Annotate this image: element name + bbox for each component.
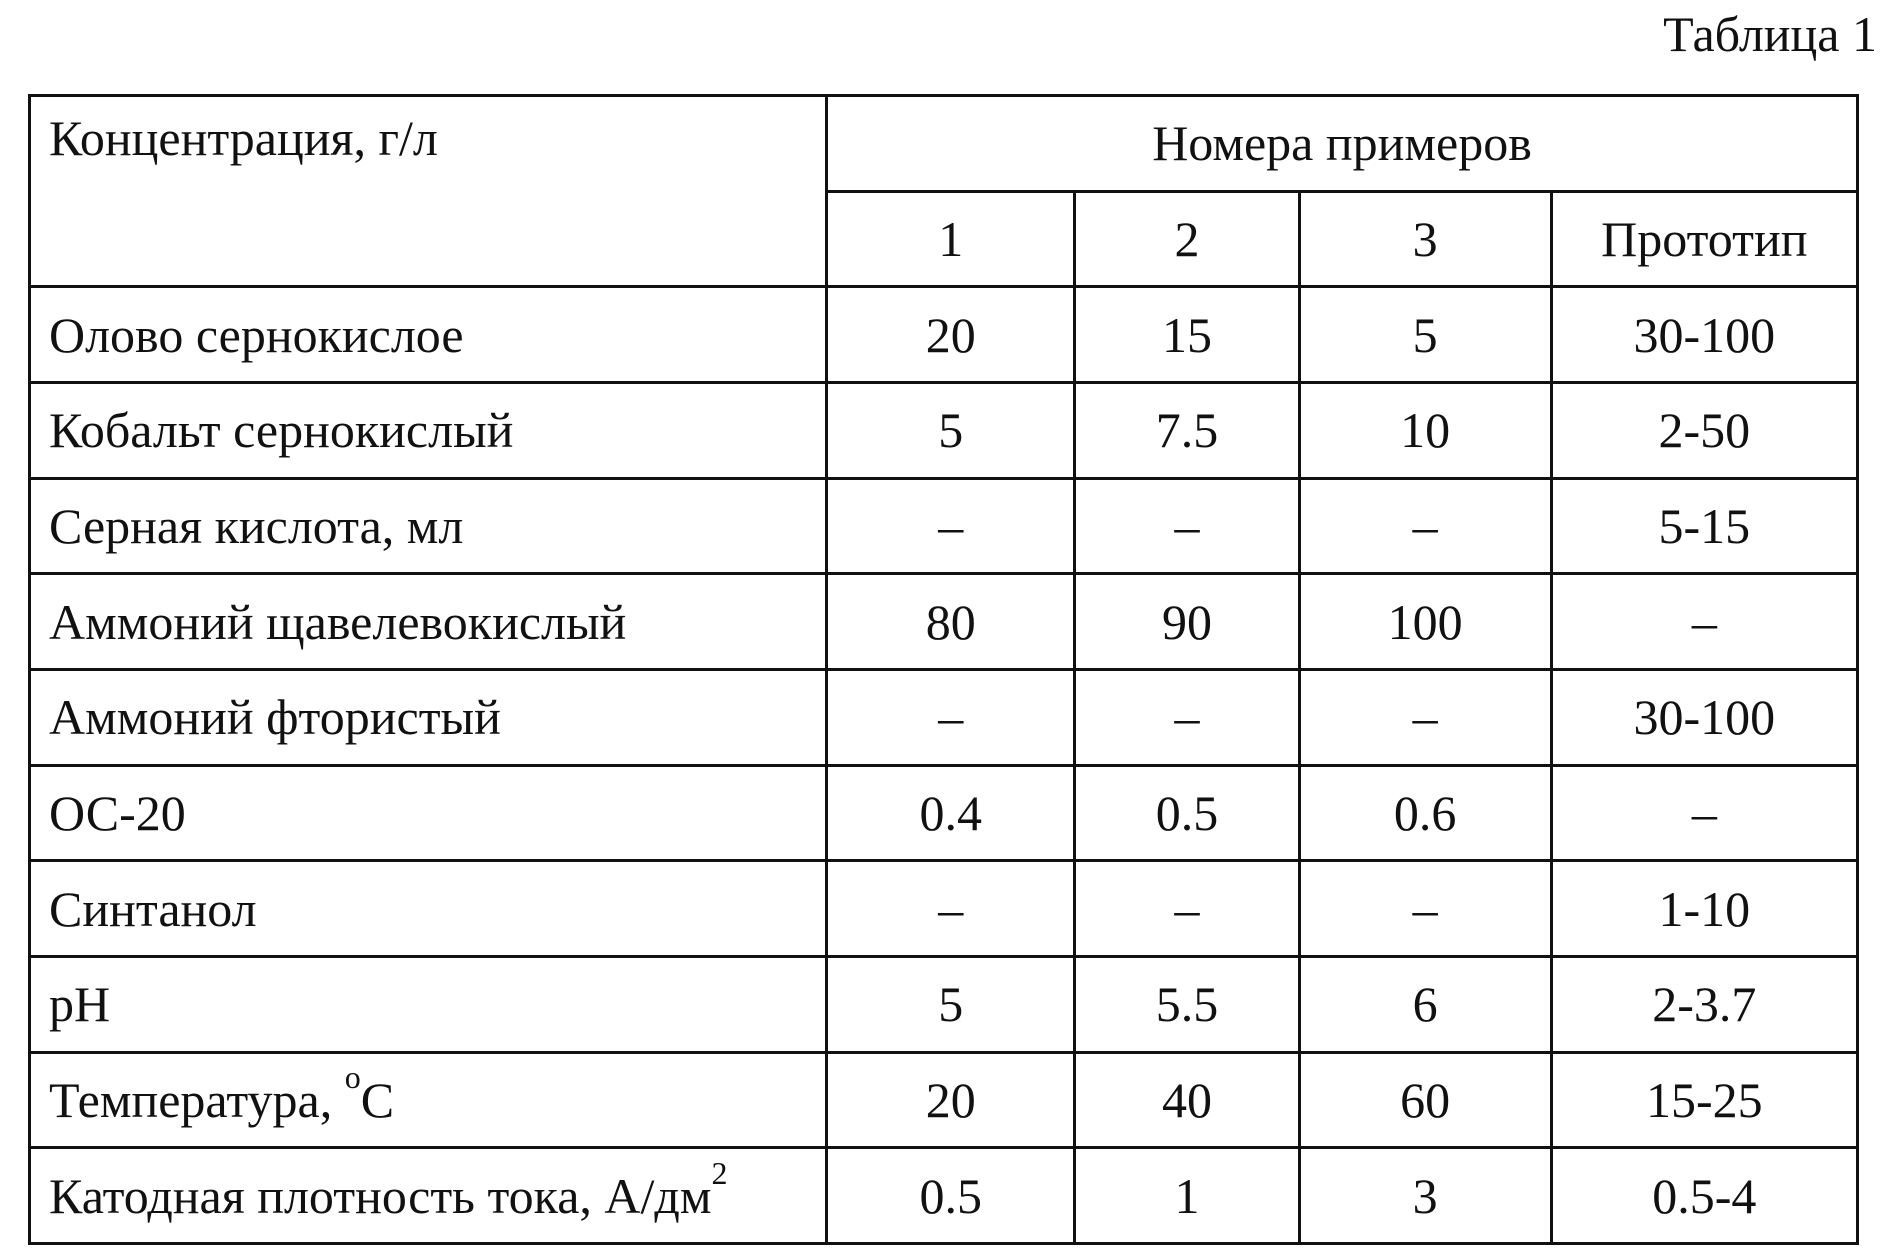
cell-ex1: 5 [827,382,1075,478]
cell-ex1: 20 [827,287,1075,383]
cell-ex2: 5.5 [1075,956,1299,1052]
cell-prototype: 30-100 [1551,287,1857,383]
row-label: Синтанол [30,861,827,957]
row-label-text: Температура, [49,1071,345,1128]
row-label-unit: C [360,1071,395,1128]
cell-ex1: 0.4 [827,765,1075,861]
row-label [30,1148,827,1244]
cell-ex1: 5 [827,956,1075,1052]
cell-ex2: 7.5 [1075,382,1299,478]
degree-superscript: o [344,1059,361,1096]
cell-ex1: 20 [827,1052,1075,1148]
cell-ex3: 6 [1299,956,1551,1052]
cell-ex1: – [827,669,1075,765]
cell-ex3: 100 [1299,574,1551,670]
table-row [30,956,1858,1052]
table-row [30,1052,1858,1148]
cell-prototype: 30-100 [1551,669,1857,765]
row-label-text: Катодная плотность тока, А/дм [49,1167,712,1224]
cell-ex3: – [1299,861,1551,957]
cell-prototype: 2-50 [1551,382,1857,478]
row-label: Серная кислота, мл [30,478,827,574]
row-label: Олово сернокислое [30,287,827,383]
cell-ex2: – [1075,669,1299,765]
row-label [30,1052,827,1148]
composition-table [28,94,1859,1245]
cell-ex2: 15 [1075,287,1299,383]
cell-ex3: – [1299,478,1551,574]
table-row [30,765,1858,861]
cell-prototype: 1-10 [1551,861,1857,957]
cell-prototype: 2-3.7 [1551,956,1857,1052]
cell-prototype: 5-15 [1551,478,1857,574]
header-col-1: 1 [827,191,1075,287]
cell-ex2: 0.5 [1075,765,1299,861]
row-label: ОС-20 [30,765,827,861]
header-col-3: 3 [1299,191,1551,287]
cell-ex2: 90 [1075,574,1299,670]
cell-prototype: 0.5-4 [1551,1148,1857,1244]
table-row [30,1148,1858,1244]
header-row-1 [30,96,1858,192]
table-caption: Таблица 1 [1663,6,1877,62]
cell-prototype: 15-25 [1551,1052,1857,1148]
cell-ex3: 0.6 [1299,765,1551,861]
row-label: Аммоний фтористый [30,669,827,765]
header-concentration: Концентрация, г/л [30,96,827,287]
table-row [30,574,1858,670]
table-row [30,478,1858,574]
cell-ex3: – [1299,669,1551,765]
cell-ex1: 80 [827,574,1075,670]
row-label: pH [30,956,827,1052]
cell-ex2: 1 [1075,1148,1299,1244]
cell-prototype: – [1551,574,1857,670]
cell-ex3: 5 [1299,287,1551,383]
cell-ex2: – [1075,861,1299,957]
cell-ex3: 60 [1299,1052,1551,1148]
cell-ex1: 0.5 [827,1148,1075,1244]
squared-superscript: 2 [711,1154,728,1191]
table-row [30,669,1858,765]
header-col-prototype: Прототип [1551,191,1857,287]
table-row [30,287,1858,383]
header-col-2: 2 [1075,191,1299,287]
cell-ex1: – [827,478,1075,574]
row-label: Кобальт сернокислый [30,382,827,478]
cell-ex1: – [827,861,1075,957]
row-label: Аммоний щавелевокислый [30,574,827,670]
cell-ex3: 10 [1299,382,1551,478]
cell-ex2: 40 [1075,1052,1299,1148]
cell-ex3: 3 [1299,1148,1551,1244]
header-examples-group: Номера примеров [827,96,1858,192]
cell-prototype: – [1551,765,1857,861]
table-row [30,382,1858,478]
cell-ex2: – [1075,478,1299,574]
table-row [30,861,1858,957]
